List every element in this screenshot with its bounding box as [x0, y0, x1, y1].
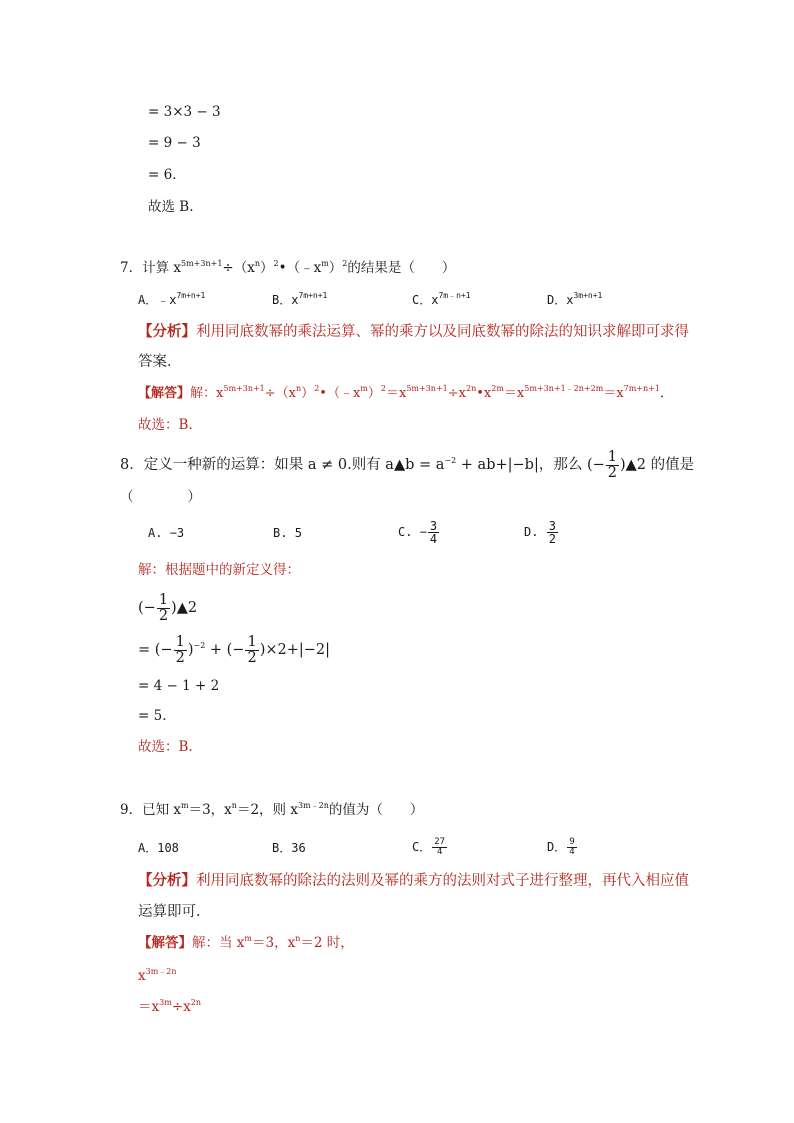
option-d[interactable]: D． $\frac{9}{4}$	[547, 837, 575, 857]
analysis-line: 【分析】利用同底数幂的除法的法则及幂的乘方的法则对式子进行整理，再代入相应值	[138, 872, 689, 889]
question-7: 7．计算 $x^{5m+3n+1}\div(x^n)^2•(﹣x^m)^2$的结果是（ ）	[120, 259, 456, 276]
solution-line: = 5.	[138, 708, 167, 724]
option-b[interactable]: B．36	[272, 841, 306, 855]
solution-intro: 解：根据题中的新定义得：	[138, 562, 300, 578]
question-9: 9．已知 $x^m=3$，$x^n=2$，则 $x^{3m﹣2n}$的值为（ ）	[120, 801, 424, 818]
option-a[interactable]: A．108	[138, 841, 179, 855]
answer-paren: （ ）	[120, 489, 201, 505]
answer-line: 【解答】解：$x^{5m+3n+1}\div(x^n)^2•(﹣x^m)^2=x^{5m+3n+1}\div x^{2n}•x^{2m}=x^{5m+3n+1﹣2n+2m}=x^{7m+n+1}$．	[138, 384, 673, 401]
option-b[interactable]: B. 5	[273, 526, 302, 540]
solution-line: $x^{3m﹣2n}$	[138, 967, 177, 984]
question-number: 8．	[120, 457, 144, 473]
option-a[interactable]: A. −3	[148, 526, 185, 540]
step-line: = 6.	[148, 167, 177, 183]
analysis-line: 【分析】利用同底数幂的乘法运算、幂的乘方以及同底数幂的除法的知识求解即可求得	[138, 323, 689, 340]
question-number: 9．	[120, 802, 143, 818]
option-c[interactable]: C．$x^{7m﹣n+1}$	[412, 291, 471, 307]
choose-line: 故选：B.	[138, 739, 193, 755]
choose-line: 故选：B.	[138, 417, 193, 433]
solution-line: = (− $\frac{1}{2}$ )$^{-2}$ + (− $\frac{1}{2}$ )×2+|−2|	[138, 634, 331, 666]
choose-line: 故选 B.	[148, 199, 194, 215]
option-c[interactable]: C. − $\frac{3}{4}$	[398, 519, 438, 546]
option-d[interactable]: D．$x^{3m+n+1}$	[547, 291, 603, 307]
option-d[interactable]: D. $\frac{3}{2}$	[524, 519, 556, 546]
step-line: = 3×3 − 3	[148, 104, 221, 120]
analysis-line: 运算即可．	[138, 904, 211, 920]
question-number: 7．	[120, 260, 143, 276]
analysis-line: 答案．	[138, 354, 182, 370]
option-a[interactable]: A．$﹣x^{7m+n+1}$	[138, 291, 206, 307]
solution-line: (− $\frac{1}{2}$ )▲2	[138, 592, 198, 624]
step-line: = 9 − 3	[148, 135, 201, 151]
option-c[interactable]: C． $\frac{27}{4}$	[412, 837, 446, 857]
solution-line: = 4 − 1 + 2	[138, 678, 220, 694]
question-8: 8．定义一种新的运算：如果 a ≠ 0.则有 a▲b = $a^{-2} + ab+|-b|$，那么 (− $\frac{1}{2}$ )▲2 的值是	[120, 449, 695, 481]
option-b[interactable]: B．$x^{7m+n+1}$	[272, 291, 328, 307]
answer-line: 【解答】解：当 $x^m=3$，$x^n=2$ 时，	[138, 934, 354, 951]
solution-line: $=x^{3m}\div x^{2n}$	[138, 998, 201, 1015]
